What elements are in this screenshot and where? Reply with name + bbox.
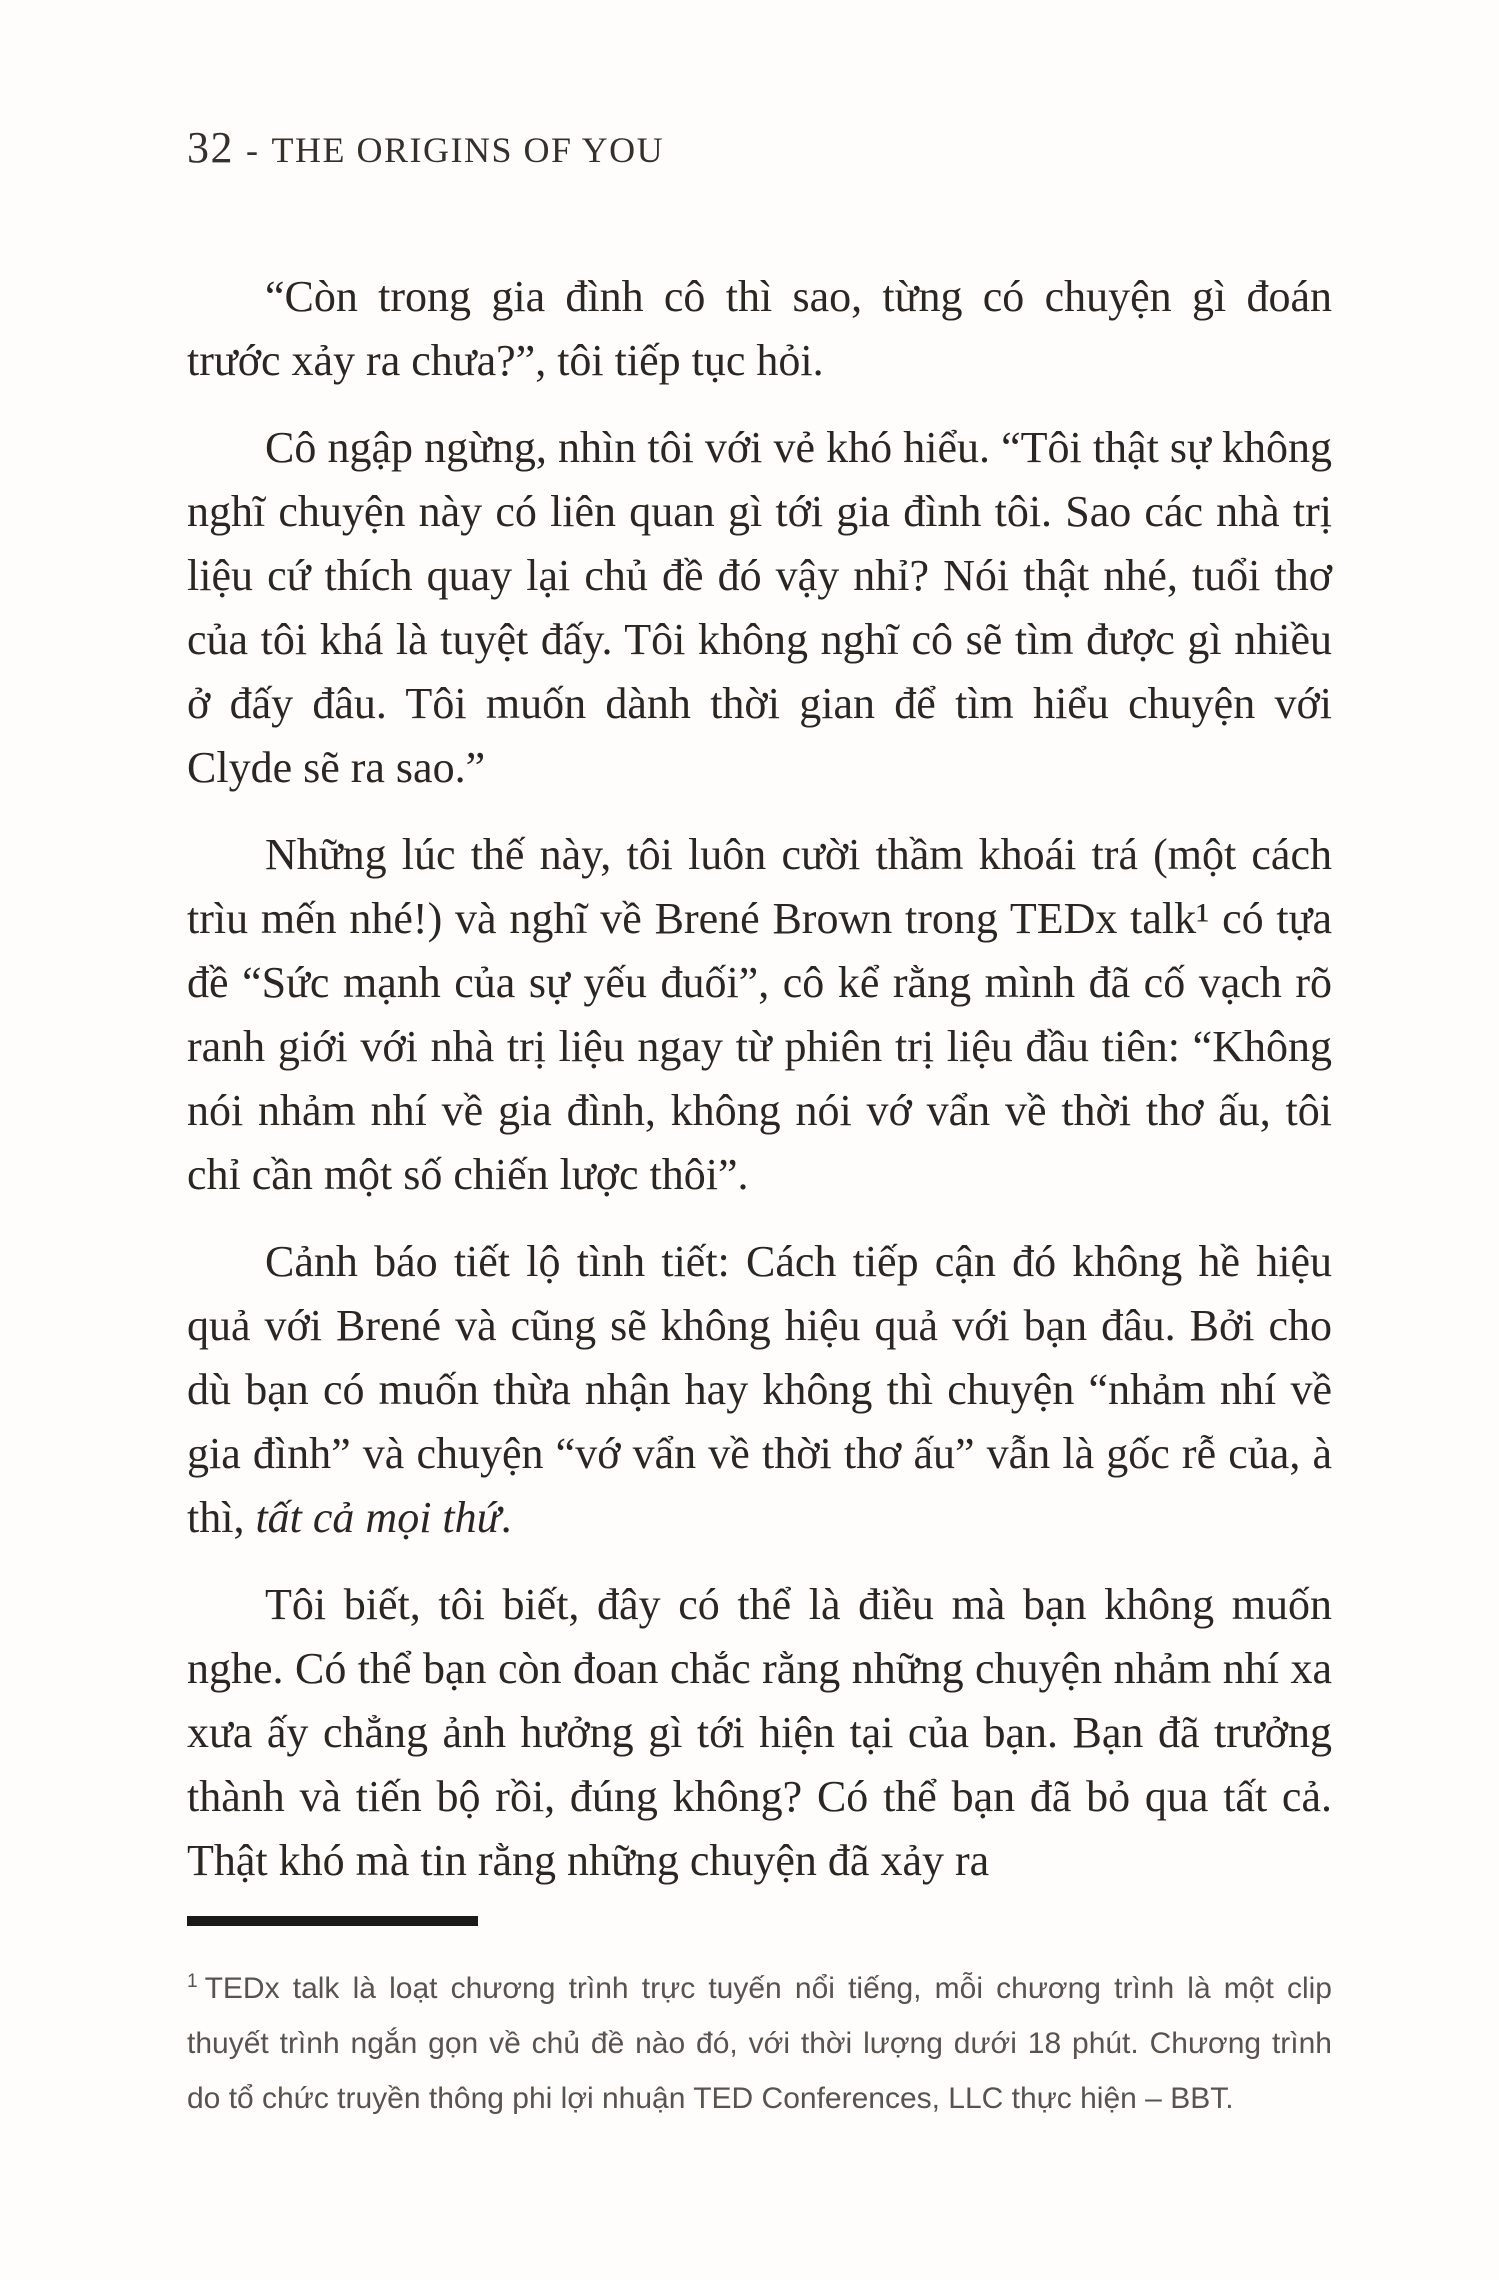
paragraph-text: Cảnh báo tiết lộ tình tiết: Cách tiếp cận đó không hề hiệu quả với Brené và cũng sẽ không hiệu quả với bạn đâu. Bởi cho dù bạn có muốn thừa nhận hay không thì chuyện “nhảm nhí về gia đình” và chuyện “vớ vẩn về thời thơ ấu” vẫn là gốc rễ của, à thì, bbox=[187, 1237, 1332, 1542]
paragraph-text: Tôi biết, tôi biết, đây có thể là điều mà bạn không muốn nghe. Có thể bạn còn đoan chắc rằng những chuyện nhảm nhí xa xưa ấy chẳng ảnh hưởng gì tới hiện tại của bạn. Bạn đã trưởng thành và tiến bộ rồi, đúng không? Có thể bạn đã bỏ qua tất cả. Thật khó mà tin rằng những chuyện đã xảy ra bbox=[187, 1580, 1332, 1885]
page-header bbox=[187, 122, 1332, 173]
footnote bbox=[187, 1954, 1332, 2126]
book-title: THE ORIGINS OF YOU bbox=[271, 130, 665, 170]
paragraph bbox=[187, 416, 1332, 800]
paragraph bbox=[187, 265, 1332, 393]
paragraph bbox=[187, 1230, 1332, 1550]
footnote-divider bbox=[187, 1916, 478, 1926]
body-text bbox=[187, 265, 1332, 1893]
footnote-marker: 1 bbox=[187, 1971, 198, 1992]
paragraph bbox=[187, 823, 1332, 1207]
paragraph-text: Cô ngập ngừng, nhìn tôi với vẻ khó hiểu. “Tôi thật sự không nghĩ chuyện này có liên quan gì tới gia đình tôi. Sao các nhà trị liệu cứ thích quay lại chủ đề đó vậy nhỉ? Nói thật nhé, tuổi thơ của tôi khá là tuyệt đấy. Tôi không nghĩ cô sẽ tìm được gì nhiều ở đấy đâu. Tôi muốn dành thời gian để tìm hiểu chuyện với Clyde sẽ ra sao.” bbox=[187, 423, 1332, 792]
paragraph-text: Những lúc thế này, tôi luôn cười thầm khoái trá (một cách trìu mến nhé!) và nghĩ về Brené Brown trong TEDx talk¹ có tựa đề “Sức mạnh của sự yếu đuối”, cô kể rằng mình đã cố vạch rõ ranh giới với nhà trị liệu ngay từ phiên trị liệu đầu tiên: “Không nói nhảm nhí về gia đình, không nói vớ vẩn về thời thơ ấu, tôi chỉ cần một số chiến lược thôi”. bbox=[187, 830, 1332, 1199]
italic-phrase: tất cả mọi thứ bbox=[255, 1493, 501, 1542]
footnote-text: TEDx talk là loạt chương trình trực tuyến nổi tiếng, mỗi chương trình là một clip thuyết trình ngắn gọn về chủ đề nào đó, với thời lượng dưới 18 phút. Chương trình do tổ chức truyền thông phi lợi nhuận TED Conferences, LLC thực hiện – BBT. bbox=[187, 1972, 1332, 2115]
paragraph bbox=[187, 1573, 1332, 1893]
paragraph-text: . bbox=[500, 1493, 512, 1542]
header-separator: - bbox=[246, 130, 260, 170]
paragraph-text: “Còn trong gia đình cô thì sao, từng có chuyện gì đoán trước xảy ra chưa?”, tôi tiếp tục hỏi. bbox=[187, 272, 1332, 385]
page-number: 32 bbox=[187, 123, 234, 172]
